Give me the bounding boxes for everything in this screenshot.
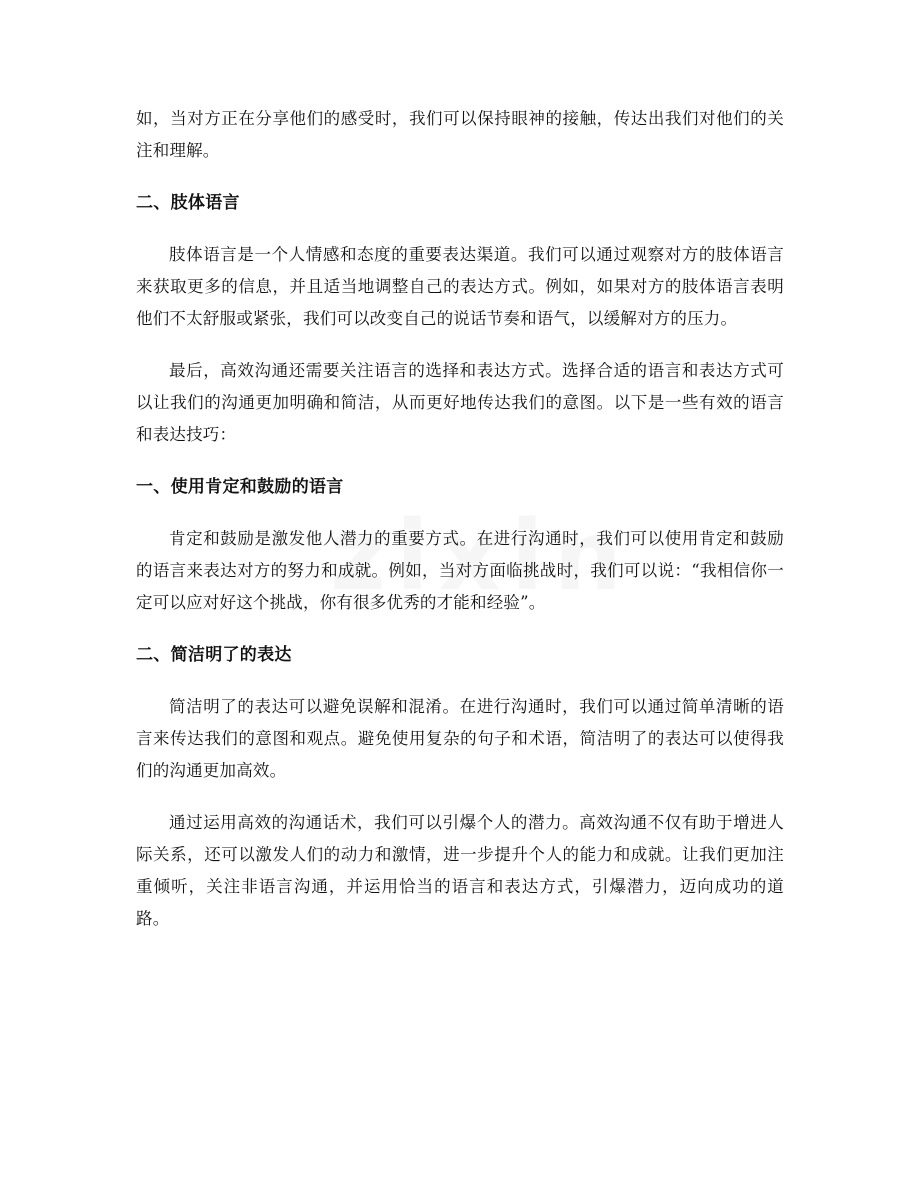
heading-concise-expression: 二、简洁明了的表达 [136, 645, 292, 665]
paragraph-conclusion: 通过运用高效的沟通话术，我们可以引爆个人的潜力。高效沟通不仅有助于增进人际关系，还可以激发人们的动力和激情，进一步提升个人的能力和成就。让我们更加注重倾听，关注非语言沟通，并运用恰当的语言和表达方式，引爆潜力，迈向成功的道路。 [136, 813, 784, 928]
paragraph-body-language: 肢体语言是一个人情感和态度的重要表达渠道。我们可以通过观察对方的肢体语言来获取更多的信息，并且适当地调整自己的表达方式。例如，如果对方的肢体语言表明他们不太舒服或紧张，我们可以改变自己的说话节奏和语气，以缓解对方的压力。 [136, 245, 784, 328]
document-body [136, 103, 784, 935]
heading-positive-language: 一、使用肯定和鼓励的语言 [136, 477, 344, 497]
paragraph-positive-language: 肯定和鼓励是激发他人潜力的重要方式。在进行沟通时，我们可以使用肯定和鼓励的语言来表达对方的努力和成就。例如，当对方面临挑战时，我们可以说：“我相信你一定可以应对好这个挑战，你有很多优秀的才能和经验”。 [136, 529, 784, 612]
paragraph-eye-contact-continuation: 如，当对方正在分享他们的感受时，我们可以保持眼神的接触，传达出我们对他们的关注和理解。 [136, 109, 784, 160]
paragraph-concise-expression: 简洁明了的表达可以避免误解和混淆。在进行沟通时，我们可以通过简单清晰的语言来传达我们的意图和观点。避免使用复杂的句子和术语，简洁明了的表达可以使得我们的沟通更加高效。 [136, 697, 784, 780]
heading-body-language: 二、肢体语言 [136, 193, 240, 213]
paragraph-language-choice: 最后，高效沟通还需要关注语言的选择和表达方式。选择合适的语言和表达方式可以让我们的沟通更加明确和简洁，从而更好地传达我们的意图。以下是一些有效的语言和表达技巧： [136, 361, 784, 444]
